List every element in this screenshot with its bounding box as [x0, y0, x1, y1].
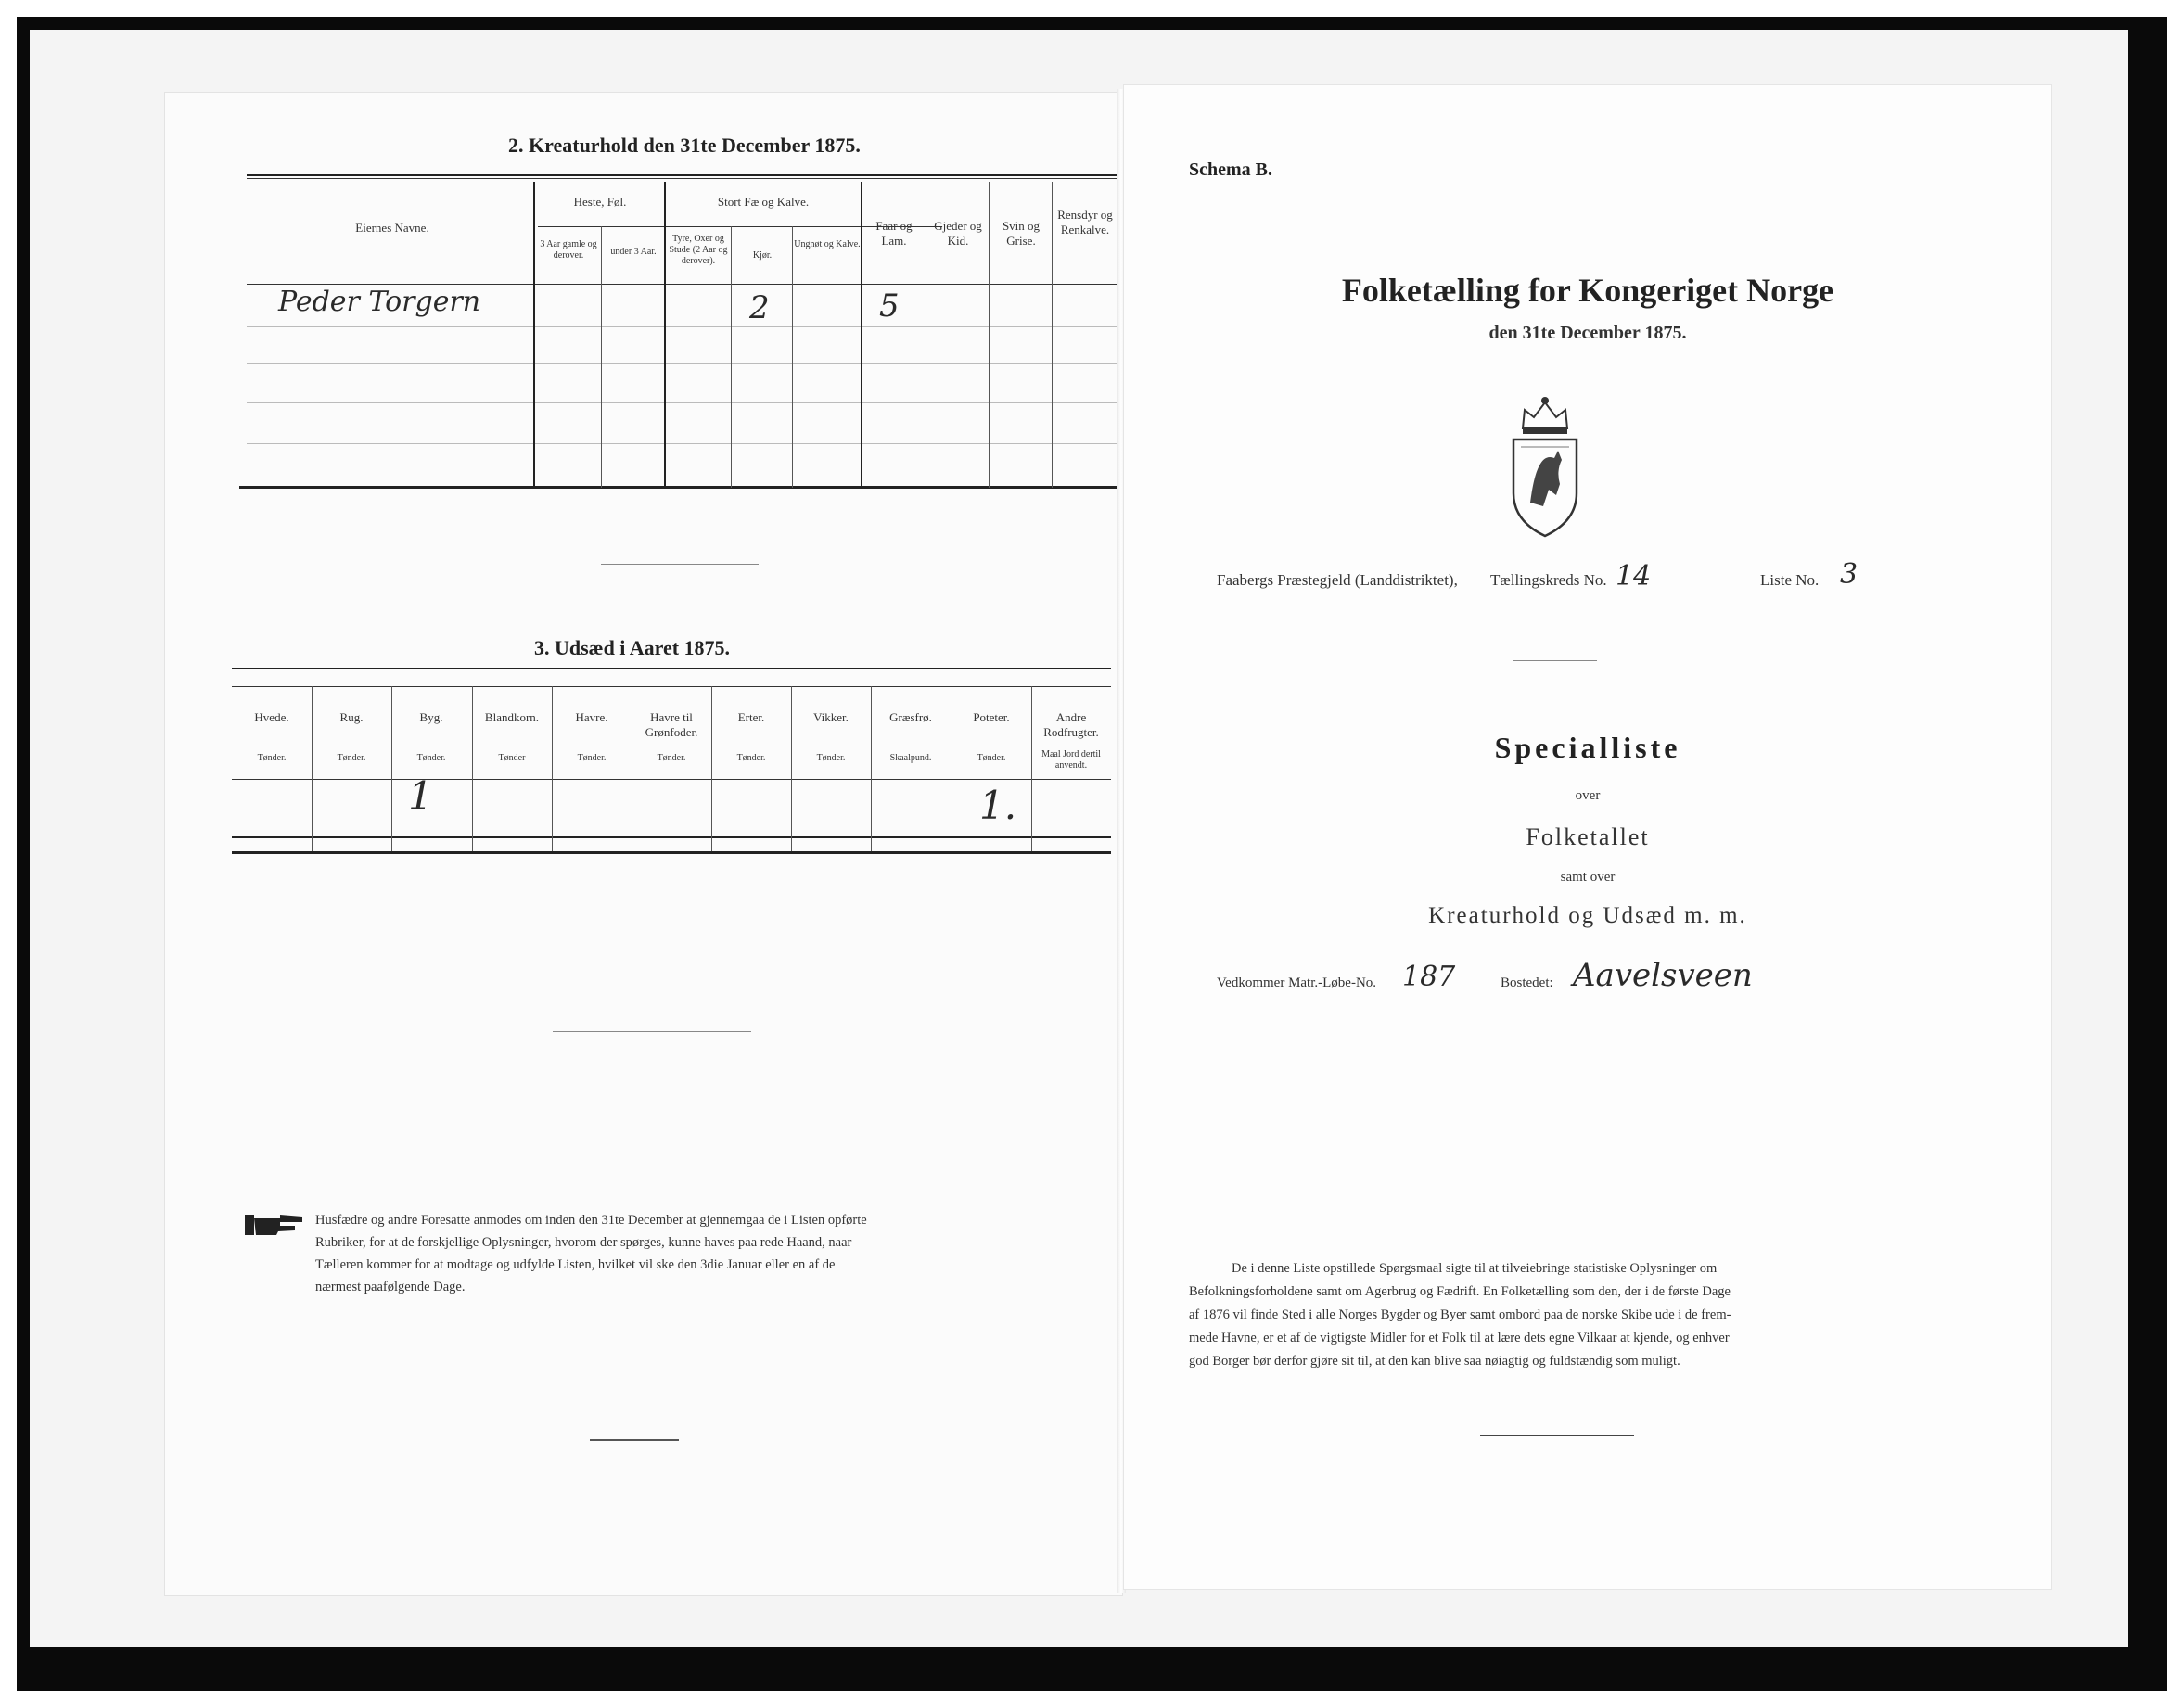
footer-line: af 1876 vil finde Sted i alle Norges Bygder og Byer samt ombord paa de norske Skibe ude i de frem-: [1189, 1307, 1731, 1322]
separator: [553, 1031, 751, 1032]
table3-header-unit: Tønder.: [577, 753, 607, 763]
table3-header-unit: Tønder.: [257, 753, 287, 763]
table2-col-divider: [1052, 182, 1053, 488]
table2-col-divider: [601, 226, 602, 488]
separator: [590, 1439, 679, 1441]
owner-name: Peder Torgern: [278, 286, 481, 318]
prestegjeld: Faabergs Præstegjeld (Landdistriktet),: [1217, 571, 1458, 589]
table3-col-divider: [472, 686, 473, 851]
table3-header-name: Vikker.: [813, 710, 849, 724]
table3-top-rule-2: [232, 686, 1111, 687]
header-heste-3aar: 3 Aar gamle og derover.: [540, 239, 597, 261]
header-heste-fol: Heste, Føl.: [573, 195, 627, 209]
kreds-label: Tællingskreds No.: [1490, 571, 1607, 589]
table3-header-name: Hvede.: [254, 710, 289, 724]
notice-line: Rubriker, for at de forskjellige Oplysninger, hvorom der spørges, kunne haves paa rede Haand, naar: [315, 1235, 852, 1250]
right-page: [1124, 85, 2051, 1589]
liste-value: 3: [1840, 558, 1858, 591]
schema-label: Schema B.: [1189, 159, 1272, 180]
notice-text: [315, 1209, 1085, 1298]
footer-line: mede Havne, er et af de vigtigste Midler for et Folk til at lære dets egne Vilkaar at kjende, og enhver: [1189, 1331, 1730, 1345]
separator: [1480, 1435, 1634, 1436]
footer-line: De i denne Liste opstillede Spørgsmaal sigte til at tilveiebringe statistiske Oplysninger om: [1232, 1261, 1718, 1276]
header-rensdyr: Rensdyr og Renkalve.: [1057, 208, 1113, 236]
header-stort-fae: Stort Fæ og Kalve.: [717, 195, 810, 209]
kreds-value: 14: [1616, 560, 1652, 593]
table3-header-unit: Tønder.: [337, 753, 366, 763]
faar-value: 5: [879, 287, 900, 325]
table3-header-name: Erter.: [737, 710, 765, 724]
table3-col-divider: [711, 686, 712, 851]
separator: [601, 564, 759, 565]
table3-header-unit: Tønder.: [657, 753, 686, 763]
header-faar: Faar og Lam.: [875, 219, 913, 248]
bostedet-value: Aavelsveen: [1573, 957, 1753, 994]
header-tyre: Tyre, Oxer og Stude (2 Aar og derover).: [669, 234, 728, 266]
footer-text: [1189, 1257, 2014, 1373]
table2-col-divider: [533, 182, 535, 488]
table2-row-rule: [247, 363, 1117, 364]
coat-of-arms-icon: [1502, 391, 1588, 540]
table2-top-rule-2: [247, 178, 1117, 179]
header-kjor: Kjør.: [752, 250, 773, 261]
table2-row-rule: [247, 402, 1117, 403]
footer-line: god Borger bør derfor gjøre sit til, at den kan blive saa nøiagtig og fuldstændig som muligt.: [1189, 1354, 1680, 1369]
table3-header-name: Rug.: [339, 710, 364, 724]
table3-top-rule: [232, 668, 1111, 669]
table3-header-name: Havre.: [575, 710, 608, 724]
table3-header-name: Byg.: [419, 710, 443, 724]
over-text: over: [1575, 788, 1601, 803]
table3-header-name: Havre til Grønfoder.: [645, 710, 698, 739]
table3-header-name: Andre Rodfrugter.: [1043, 710, 1099, 739]
liste-label: Liste No.: [1760, 571, 1820, 589]
header-eiernes-navne: Eiernes Navne.: [355, 221, 429, 235]
table3-header-unit: Tønder.: [816, 753, 846, 763]
table3-col-divider: [871, 686, 872, 851]
pointing-hand-icon: [243, 1211, 308, 1239]
table2-header-rule: [247, 284, 1117, 285]
table3-header-unit: Skaalpund.: [889, 753, 932, 763]
notice-line: Husfædre og andre Foresatte anmodes om inden den 31te December at gjennemgaa de i Listen opførte: [315, 1213, 867, 1228]
table3-header-name: Blandkorn.: [484, 710, 540, 724]
table3-header-name: Poteter.: [973, 710, 1010, 724]
table2-col-divider: [664, 182, 666, 488]
table3-header-unit: Tønder.: [736, 753, 766, 763]
section2-title: 2. Kreaturhold den 31te December 1875.: [508, 134, 861, 157]
table3-header-unit: Tønder: [498, 753, 526, 763]
matr-value: 187: [1402, 961, 1456, 993]
header-gjeder: Gjeder og Kid.: [934, 219, 982, 248]
table3-header-unit: Maal Jord dertil anvendt.: [1041, 749, 1101, 771]
table3-header-name: Græsfrø.: [889, 710, 932, 724]
table3-row-rule: [232, 836, 1111, 838]
footer-line: Befolkningsforholdene samt om Agerbrug og Fædrift. En Folketælling som den, der i de første Dage: [1189, 1284, 1731, 1299]
header-svin: Svin og Grise.: [1002, 219, 1041, 248]
bostedet-label: Bostedet:: [1501, 975, 1553, 990]
matr-label: Vedkommer Matr.-Løbe-No.: [1217, 975, 1377, 990]
folketallet: Folketallet: [1526, 823, 1650, 850]
table2-bottom-rule: [239, 486, 1117, 489]
samt-over: samt over: [1560, 870, 1616, 885]
table3-col-divider: [552, 686, 553, 851]
byg-value: 1: [408, 773, 433, 819]
notice-line: Tælleren kommer for at modtage og udfylde Listen, hvilket vil ske den 3die Januar eller en af de: [315, 1257, 836, 1272]
table3-header-rule: [232, 779, 1111, 780]
kreaturhold-line: Kreaturhold og Udsæd m. m.: [1428, 903, 1747, 928]
header-ungnot: Ungnøt og Kalve.: [794, 239, 861, 249]
table2-row-rule: [247, 443, 1117, 444]
header-heste-under: under 3 Aar.: [610, 247, 657, 257]
table2-row-rule: [247, 326, 1117, 327]
table3-header-unit: Tønder.: [416, 753, 446, 763]
table2-col-divider: [731, 226, 732, 488]
table2-col-divider: [792, 226, 793, 488]
table2-top-rule: [247, 174, 1117, 176]
table3-col-divider: [1031, 686, 1032, 851]
separator: [1513, 660, 1597, 661]
table3-bottom-rule: [232, 851, 1111, 854]
table2-col-divider: [989, 182, 990, 488]
table3-col-divider: [312, 686, 313, 851]
left-page: [165, 93, 1122, 1595]
census-date: den 31te December 1875.: [1488, 323, 1687, 343]
notice-line: nærmest paafølgende Dage.: [315, 1280, 466, 1294]
table3-col-divider: [791, 686, 792, 851]
kjor-value: 2: [749, 289, 770, 326]
main-title: Folketælling for Kongeriget Norge: [1341, 272, 1834, 309]
poteter-value: 1.: [979, 783, 1017, 828]
special-title: Specialliste: [1494, 731, 1681, 764]
table3-col-divider: [391, 686, 392, 851]
table3-header-unit: Tønder.: [977, 753, 1006, 763]
section3-title: 3. Udsæd i Aaret 1875.: [534, 636, 731, 659]
